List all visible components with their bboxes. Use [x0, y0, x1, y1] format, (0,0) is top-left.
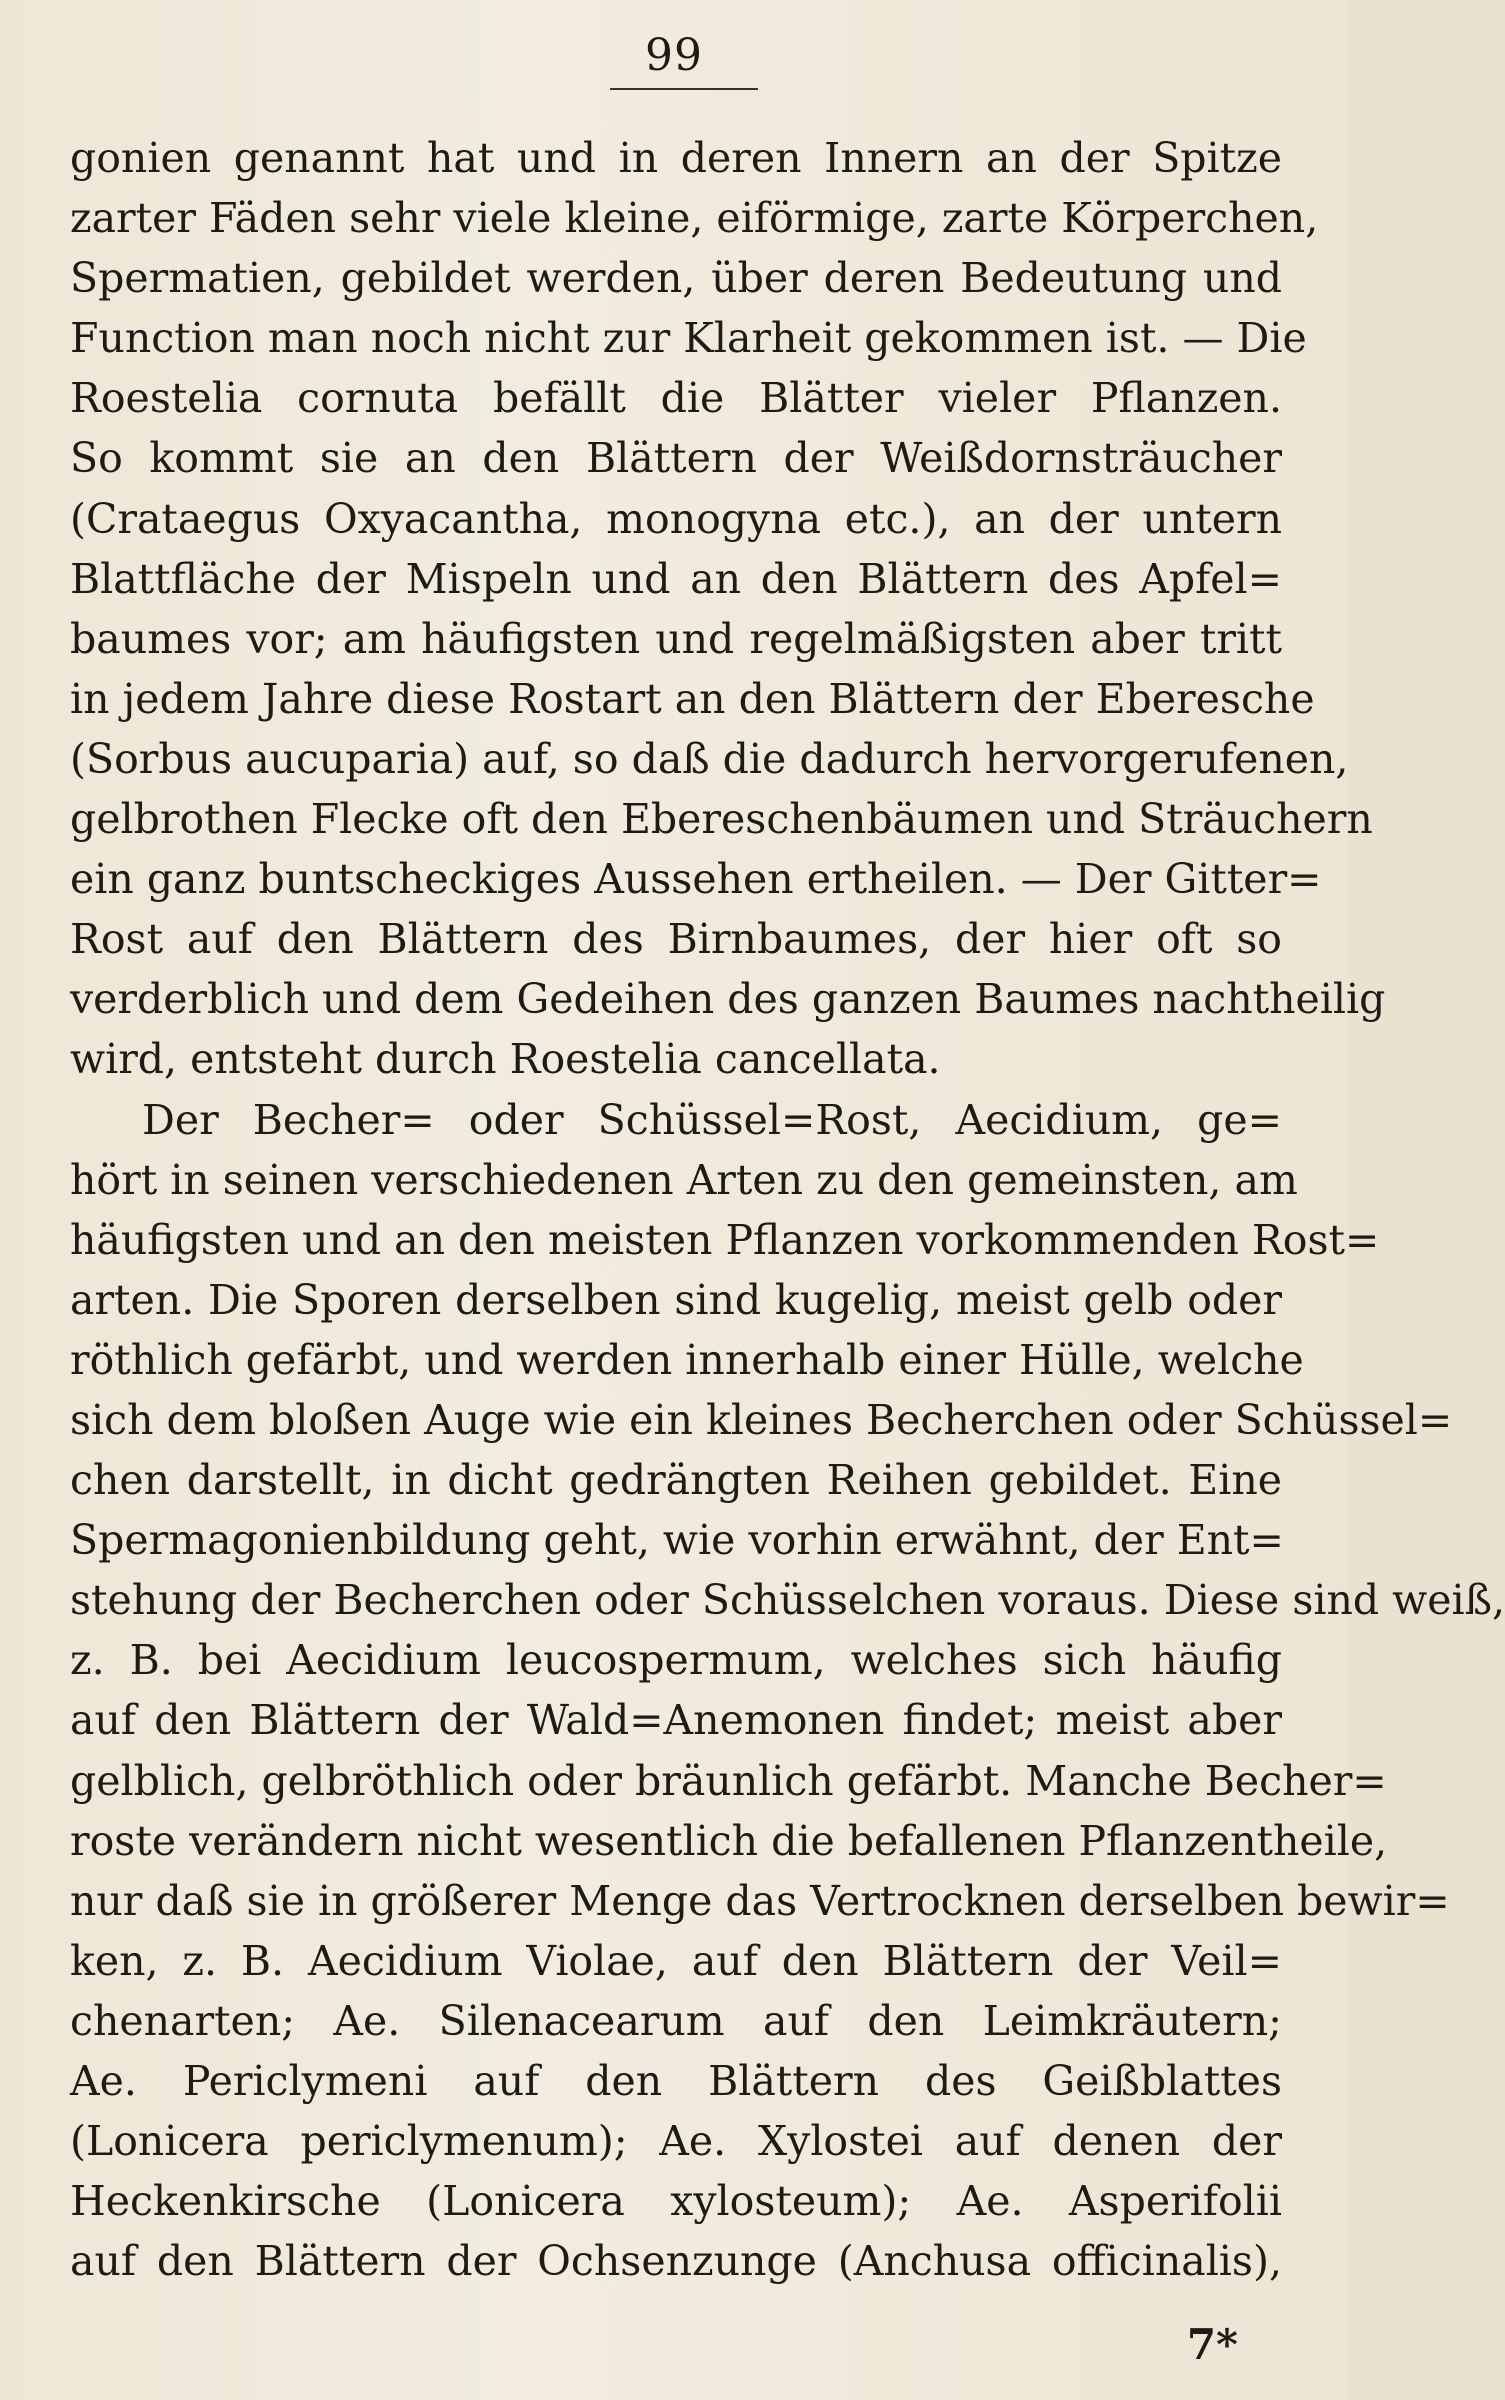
text-line: nur daß sie in größerer Menge das Vertrocknen derselben bewir=	[70, 1876, 1450, 1925]
header-rule	[610, 88, 758, 90]
text-line: So kommt sie an den Blättern der Weißdornsträucher	[70, 434, 1282, 483]
text-line: arten. Die Sporen derselben sind kugelig, meist gelb oder	[70, 1275, 1282, 1324]
text-line: Ae. Periclymeni auf den Blättern des Geißblattes	[70, 2057, 1282, 2105]
text-line: in jedem Jahre diese Rostart an den Blättern der Eberesche	[70, 674, 1315, 723]
text-line: Function man noch nicht zur Klarheit gekommen ist. — Die	[70, 314, 1307, 363]
text-line: gonien genannt hat und in deren Innern an der Spitze	[70, 134, 1282, 182]
text-line: Heckenkirsche (Lonicera xylosteum); Ae. Asperifolii	[70, 2177, 1282, 2226]
text-line: baumes vor; am häufigsten und regelmäßigsten aber tritt	[70, 614, 1282, 663]
text-line: (Lonicera periclymenum); Ae. Xylostei auf denen der	[70, 2117, 1282, 2166]
text-line: z. B. bei Aecidium leucospermum, welches sich häufig	[70, 1636, 1282, 1685]
text-line: (Crataegus Oxyacantha, monogyna etc.), an der untern	[70, 494, 1282, 543]
text-line: (Sorbus aucuparia) auf, so daß die dadurch hervorgerufenen,	[70, 734, 1349, 783]
text-line: gelblich, gelbröthlich oder bräunlich gefärbt. Manche Becher=	[70, 1756, 1387, 1805]
text-line: Blattfläche der Mispeln und an den Blättern des Apfel=	[70, 554, 1282, 603]
text-line: Spermatien, gebildet werden, über deren Bedeutung und	[70, 254, 1282, 303]
text-line: häufigsten und an den meisten Pflanzen vorkommenden Rost=	[70, 1215, 1380, 1264]
text-line: ken, z. B. Aecidium Violae, auf den Blättern der Veil=	[70, 1936, 1282, 1985]
text-line: stehung der Becherchen oder Schüsselchen voraus. Diese sind weiß,	[70, 1576, 1505, 1625]
text-line: hört in seinen verschiedenen Arten zu den gemeinsten, am	[70, 1155, 1298, 1204]
text-line: Roestelia cornuta befällt die Blätter vieler Pflanzen.	[70, 374, 1282, 423]
text-line: roste verändern nicht wesentlich die befallenen Pflanzentheile,	[70, 1816, 1388, 1865]
text-line: auf den Blättern der Ochsenzunge (Anchusa officinalis),	[70, 2237, 1282, 2286]
text-line: zarter Fäden sehr viele kleine, eiförmige, zarte Körperchen,	[70, 194, 1319, 243]
text-line: chen darstellt, in dicht gedrängten Reihen gebildet. Eine	[70, 1456, 1282, 1505]
signature-mark: 7*	[1186, 2320, 1238, 2369]
text-line: auf den Blättern der Wald=Anemonen findet; meist aber	[70, 1696, 1282, 1745]
text-line: chenarten; Ae. Silenacearum auf den Leimkräutern;	[70, 1996, 1282, 2045]
paragraph-last-line: wird, entsteht durch Roestelia cancellata.	[70, 1035, 941, 1084]
text-line: gelbrothen Flecke oft den Ebereschenbäumen und Sträuchern	[70, 795, 1373, 844]
text-line: ein ganz buntscheckiges Aussehen ertheilen. — Der Gitter=	[70, 855, 1322, 904]
paragraph-first-line: Der Becher= oder Schüssel=Rost, Aecidium, ge=	[142, 1095, 1282, 1144]
text-line: röthlich gefärbt, und werden innerhalb einer Hülle, welche	[70, 1335, 1304, 1384]
text-line: Rost auf den Blättern des Birnbaumes, der hier oft so	[70, 915, 1282, 964]
text-line: sich dem bloßen Auge wie ein kleines Becherchen oder Schüssel=	[70, 1395, 1453, 1444]
text-line: Spermagonienbildung geht, wie vorhin erwähnt, der Ent=	[70, 1516, 1284, 1565]
body-text	[70, 128, 1505, 2291]
page-number: 99	[645, 30, 703, 81]
text-line: verderblich und dem Gedeihen des ganzen Baumes nachtheilig	[70, 975, 1386, 1024]
